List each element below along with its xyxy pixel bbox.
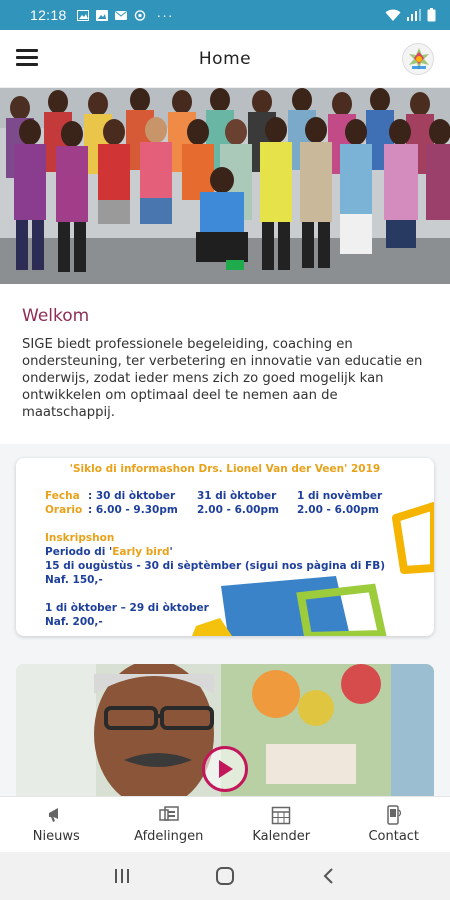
hero-group-photo	[0, 88, 450, 284]
nav-label: Afdelingen	[134, 829, 204, 844]
megaphone-icon	[46, 805, 66, 825]
sige-logo	[402, 43, 434, 75]
home-button[interactable]	[210, 861, 240, 891]
system-navigation-bar	[0, 852, 450, 900]
price-1: Naf. 150,-	[45, 574, 103, 586]
time-2: 2.00 - 6.00pm	[197, 504, 279, 516]
more-notifications-icon: ···	[156, 7, 174, 23]
image-icon	[77, 10, 89, 21]
app-bar	[0, 30, 450, 88]
battery-icon	[427, 8, 436, 22]
whatsapp-icon	[134, 10, 146, 21]
page-title: Home	[198, 48, 252, 69]
nav-label: Kalender	[252, 829, 311, 844]
nav-afdelingen[interactable]	[113, 797, 226, 852]
signal-icon	[407, 9, 421, 21]
play-button[interactable]	[202, 746, 248, 792]
early-bird-line: Periodo di 'Early bird'	[45, 546, 173, 558]
welcome-title: Welkom	[22, 306, 90, 326]
departments-icon	[159, 805, 179, 825]
bottom-navigation	[0, 796, 450, 852]
gallery-icon	[96, 10, 108, 21]
notification-icons	[77, 7, 174, 23]
orario-label: Orario	[45, 504, 83, 516]
hamburger-menu-icon[interactable]	[16, 49, 38, 67]
fecha-label: Fecha	[45, 490, 80, 502]
back-button[interactable]	[313, 861, 343, 891]
price-2: Naf. 200,-	[45, 616, 103, 628]
wifi-icon	[385, 9, 401, 22]
inskripshon-heading: Inskripshon	[45, 532, 115, 544]
nav-label: Contact	[368, 829, 420, 844]
nav-contact[interactable]	[338, 797, 450, 852]
status-time: 12:18	[30, 7, 67, 23]
welcome-text: SIGE biedt professionele begeleiding, coaching en ondersteuning, ter verbetering en innovatie van educatie en onderwijs, zodat ieder mens zich zo goed mogelijk kan ontwikkelen om optimaal deel te nemen aan de maatschappij.	[22, 337, 423, 420]
status-bar	[0, 0, 450, 30]
time-3: 2.00 - 6.00pm	[297, 504, 379, 516]
recent-apps-icon	[113, 868, 131, 884]
system-status-icons	[385, 8, 436, 22]
info-session-card[interactable]	[16, 458, 434, 636]
period-1: 15 di ougùstùs - 30 di sèptèmber (sigui nos pàgina di FB)	[45, 560, 386, 572]
recent-apps-button[interactable]	[107, 861, 137, 891]
date-3: 1 di novèmber	[297, 490, 383, 502]
back-icon	[322, 867, 334, 885]
phone-icon	[384, 805, 404, 825]
email-icon	[115, 10, 127, 21]
video-card[interactable]	[16, 664, 434, 796]
nav-kalender[interactable]	[225, 797, 338, 852]
time-1: : 6.00 - 9.30pm	[88, 504, 178, 516]
card-title: 'Siklo di informashon Drs. Lionel Van der Veen' 2019	[69, 463, 381, 475]
welcome-section	[0, 284, 450, 444]
calendar-icon	[271, 805, 291, 825]
nav-label: Nieuws	[32, 829, 80, 844]
date-1: : 30 di òktober	[88, 490, 176, 502]
play-icon	[216, 759, 234, 779]
home-icon	[215, 866, 235, 886]
date-2: 31 di òktober	[197, 490, 277, 502]
sige-logo-icon	[403, 44, 435, 76]
nav-nieuws[interactable]	[0, 797, 113, 852]
period-2: 1 di òktober – 29 di òktober	[45, 602, 209, 614]
